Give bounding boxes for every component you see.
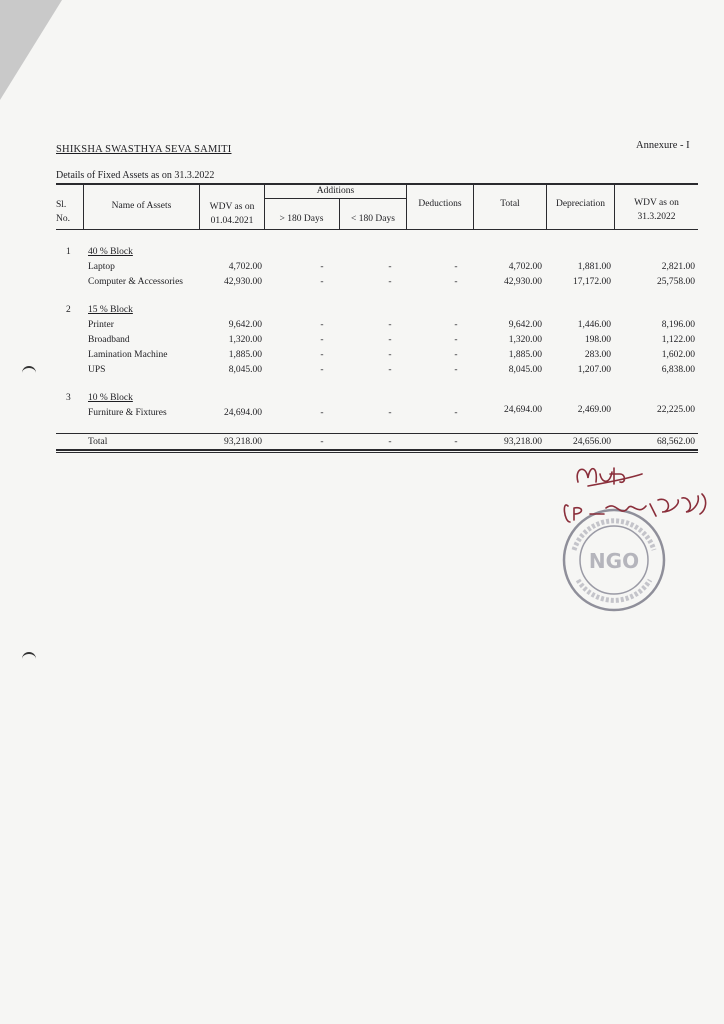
punch-hole-mark	[22, 366, 36, 378]
signature-and-stamp	[560, 456, 724, 626]
block-2-sl: 2	[66, 305, 71, 315]
header-total: Total	[500, 199, 520, 209]
header-additions: Additions	[316, 186, 355, 196]
punch-hole-mark	[22, 652, 36, 664]
block-3-sl: 3	[66, 393, 71, 403]
block-1-title: 40 % Block	[88, 247, 133, 257]
block-2-title: 15 % Block	[88, 305, 133, 315]
block-1-sl: 1	[66, 247, 71, 257]
header-name-of-assets: Name of Assets	[111, 201, 172, 211]
annexure-label: Annexure - I	[636, 140, 690, 151]
header-below-180-days: < 180 Days	[351, 214, 395, 224]
details-title: Details of Fixed Assets as on 31.3.2022	[56, 170, 215, 181]
header-depreciation: Depreciation	[555, 199, 606, 209]
svg-text:NGO: NGO	[588, 549, 640, 573]
header-deductions: Deductions	[418, 199, 462, 209]
block-3-title: 10 % Block	[88, 393, 133, 403]
scanned-page: SHIKSHA SWASTHYA SEVA SAMITI Annexure - I Details of Fixed Assets as on 31.3.2022 Sl. No. Name of Assets WDV as on 01.04.2021 Additions > 180 Days < 180 Days Deductions Total Depreciation WDV as on 31.3.2022 1 40 % Block Laptop 4,702.00 - - - 4,702.00 1,881.00 2,821.00 Computer & Accessories 42,930.00 - - - 42,930.00 17,172.00 25,758.00 2 15 % Block Printer 9,642.00 - - - 9,642.00 1,446.00 8,196.00 Broadband 1,320.00 - - - 1,320.00 198.00 1,122.00 Lamination Machine 1,885.00 - - - 1,885.00 283.00 1,602.00 UPS 8,045.00 - - - 8,045.00 1,207.00 6,838.00 3 10 % Block Furniture & Fixtures 24,694.00 - - - 24,694.00 2,469.00 22,225.00 Total 93,218.00 - - - 93,218.00 24,656.00 68,562.00 NGO	[0, 0, 724, 1024]
organization-title: SHIKSHA SWASTHYA SEVA SAMITI	[56, 144, 232, 155]
folded-corner-shadow	[0, 0, 62, 100]
header-wdv-end: WDV as on 31.3.2022	[634, 198, 679, 222]
header-sl-no: Sl. No.	[56, 200, 70, 224]
round-stamp	[564, 510, 664, 610]
header-wdv-start: WDV as on 01.04.2021	[209, 202, 255, 226]
header-above-180-days: > 180 Days	[279, 214, 324, 224]
